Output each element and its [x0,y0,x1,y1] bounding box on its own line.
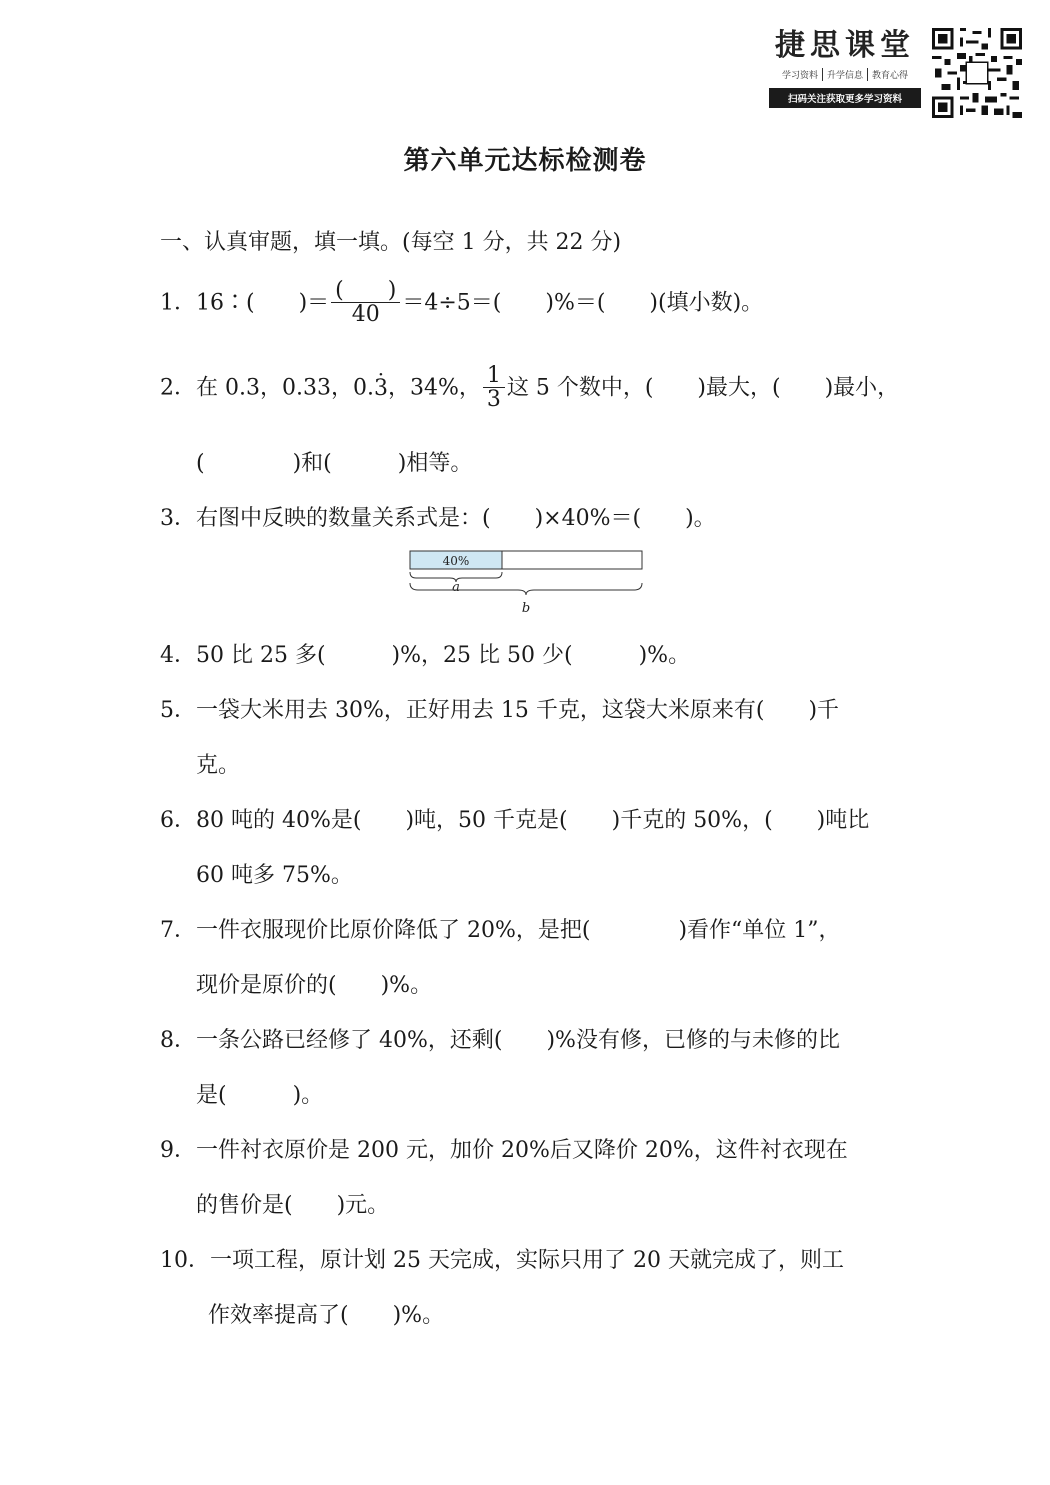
question-1 [160,280,763,327]
q2-text-a: 2．在 0.3，0.33，0. [160,375,374,401]
question-9-line-2: 的售价是( )元。 [196,1193,390,1218]
q2-numerator: 1 [483,365,505,388]
q1-denominator: 40 [351,302,380,327]
question-9: 9．一件衬衣原价是 200 元，加价 20%后又降价 20%，这件衬衣现在 [160,1138,848,1163]
q1-fraction [331,280,400,327]
q3-percent-label: 40% [442,554,470,568]
q1-text-b: ＝4÷5＝( )%＝( )(填小数)。 [402,290,764,316]
q2-text-b: ，34%， [387,375,481,401]
question-5-line-2: 克。 [196,753,241,778]
section-heading: 一、认真审题，填一填。(每空 1 分，共 22 分) [160,230,622,255]
question-2 [160,365,899,412]
brand-tag: 升学信息 [822,68,867,81]
q3-label-b: b [521,601,531,616]
q3-bar-diagram [400,545,650,620]
question-6: 6．80 吨的 40%是( )吨，50 千克是( )千克的 50%，( )吨比 [160,808,870,833]
question-2-line-2: ( )和( )相等。 [196,451,473,476]
question-8-line-2: 是( )。 [196,1083,324,1108]
brand-banner: 扫码关注获取更多学习资料 [769,88,921,108]
question-3: 3．右图中反映的数量关系式是：( )×40%＝( )。 [160,506,716,531]
brand-tag: 学习资料 [781,71,818,81]
question-7-line-2: 现价是原价的( )%。 [196,973,433,998]
question-10-line-2: 作效率提高了( )%。 [208,1303,445,1328]
q1-text-a: 1．16∶( )＝ [160,290,330,316]
q1-numerator: ( ) [331,280,400,303]
brand-tags [769,68,921,81]
question-10: 10．一项工程，原计划 25 天完成，实际只用了 20 天就完成了，则工 [160,1248,844,1273]
brand-tag: 教育心得 [867,68,912,81]
question-4: 4．50 比 25 多( )%，25 比 50 少( )%。 [160,643,691,668]
q2-repeating-digit: · 3 [374,376,388,401]
q2-denominator: 3 [486,387,501,412]
question-8: 8．一条公路已经修了 40%，还剩( )%没有修，已修的与未修的比 [160,1028,840,1053]
page-title: 第六单元达标检测卷 [403,146,647,176]
q2-text-c: 这 5 个数中，( )最大，( )最小， [506,375,900,401]
question-5: 5．一袋大米用去 30%，正好用去 15 千克，这袋大米原来有( )千 [160,698,840,723]
q3-brace-b [410,583,642,595]
qr-code-icon[interactable] [932,28,1022,118]
q2-fraction [483,365,505,412]
brand-block [769,28,921,108]
question-7: 7．一件衣服现价比原价降低了 20%，是把( )看作“单位 1”， [160,918,841,943]
q3-label-a: a [452,580,460,595]
brand-name: 捷思课堂 [775,28,915,63]
question-6-line-2: 60 吨多 75%。 [196,863,353,888]
